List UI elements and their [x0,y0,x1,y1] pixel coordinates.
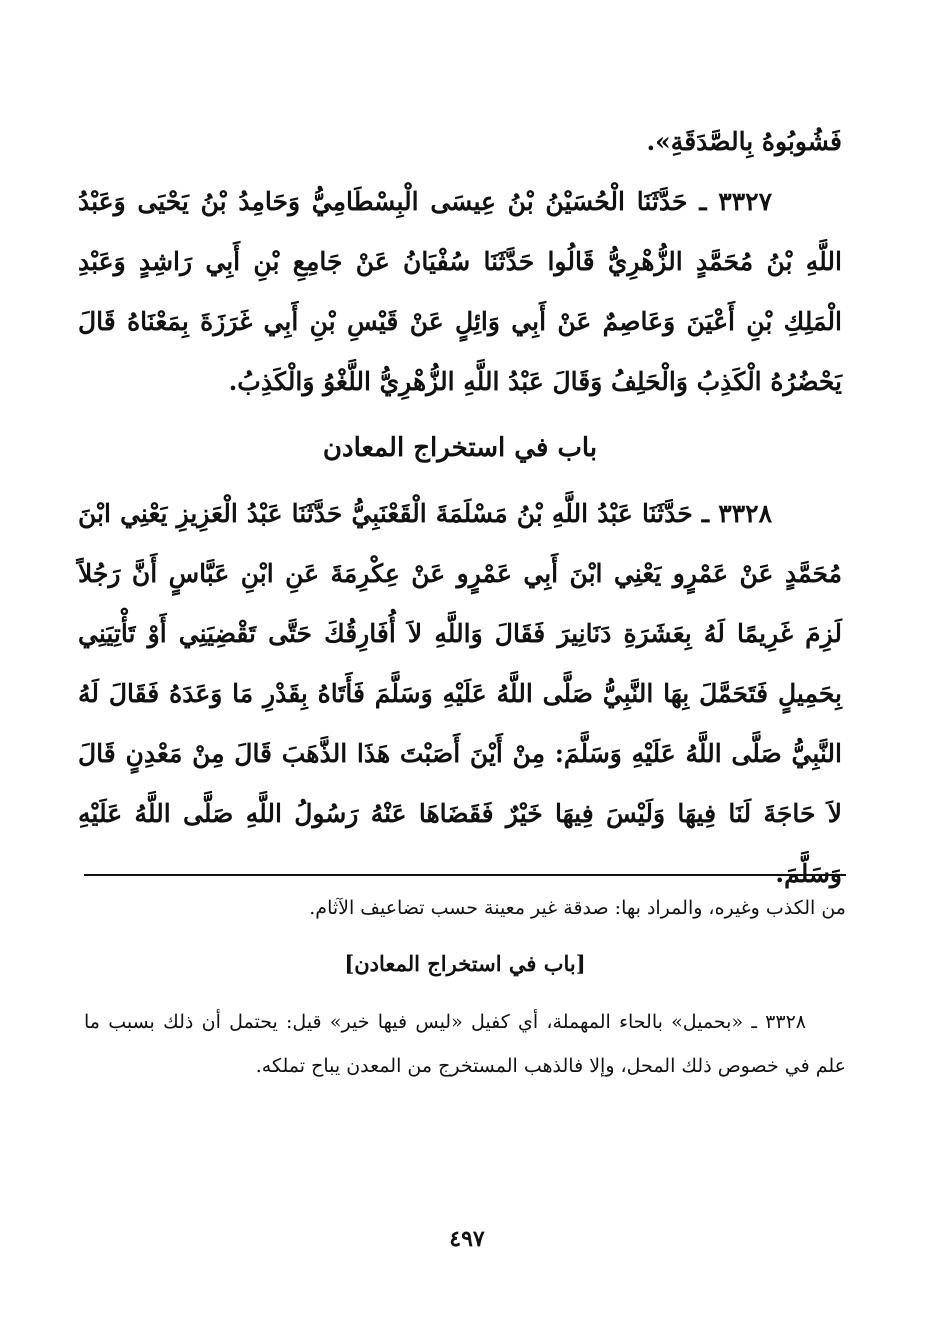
footnote-3328: ٣٣٢٨ ـ «بحميل» بالحاء المهملة، أي كفيل «ليس فيها خير» قيل: يحتمل أن ذلك بسبب ما علم في خصوص ذلك المحل، وإلا فالذهب المستخرج من المعدن يباح تملكه. [84,1011,846,1077]
chapter-title: باب في استخراج المعادن [322,433,598,463]
footnotes-block [84,886,846,1088]
hadith-3327: ٣٣٢٧ ـ حَدَّثَنَا الْحُسَيْنُ بْنُ عِيسَى الْبِسْطَامِيُّ وَحَامِدُ بْنُ يَحْيَى وَعَبْدُ اللَّهِ بْنُ مُحَمَّدٍ الزُّهْرِيُّ قَالُوا حَدَّثَنَا سُفْيَانُ عَنْ جَامِعِ بْنِ أَبِي رَاشِدٍ وَعَبْدِ الْمَلِكِ بْنِ أَعْيَنَ وَعَاصِمٌ عَنْ أَبِي وَائِلٍ عَنْ قَيْسِ بْنِ أَبِي غَرَزَةَ بِمَعْنَاهُ قَالَ يَحْضُرُهُ الْكَذِبُ وَالْحَلِفُ وَقَالَ عَبْدُ اللَّهِ الزُّهْرِيُّ اللَّغْوُ وَالْكَذِبُ. [78,187,842,396]
footnote-chapter-title: [باب في استخراج المعادن] [344,951,586,976]
hadith-3328: ٣٣٢٨ ـ حَدَّثَنَا عَبْدُ اللَّهِ بْنُ مَسْلَمَةَ الْقَعْنَبِيُّ حَدَّثَنَا عَبْدُ الْعَزِيزِ يَعْنِي ابْنَ مُحَمَّدٍ عَنْ عَمْرٍو يَعْنِي ابْنَ أَبِي عَمْرٍو عَنْ عِكْرِمَةَ عَنِ ابْنِ عَبَّاسٍ أَنَّ رَجُلاً لَزِمَ غَرِيمًا لَهُ بِعَشَرَةِ دَنَانِيرَ فَقَالَ وَاللَّهِ لاَ أُفَارِقُكَ حَتَّى تَقْضِيَنِي أَوْ تَأْتِيَنِي بِحَمِيلٍ فَتَحَمَّلَ بِهَا النَّبِيُّ صَلَّى اللَّهُ عَلَيْهِ وَسَلَّمَ فَأَتَاهُ بِقَدْرِ مَا وَعَدَهُ فَقَالَ لَهُ النَّبِيُّ صَلَّى اللَّهُ عَلَيْهِ وَسَلَّمَ: مِنْ أَيْنَ أَصَبْتَ هَذَا الذَّهَبَ قَالَ مِنْ مَعْدِنٍ قَالَ لاَ حَاجَةَ لَنَا فِيهَا وَلَيْسَ فِيهَا خَيْرٌ فَقَضَاهَا عَنْهُ رَسُولُ اللَّهِ صَلَّى اللَّهُ عَلَيْهِ وَسَلَّمَ. [78,499,842,888]
page-number: ٤٩٧ [449,1226,485,1252]
main-text-block [78,112,842,904]
footnote-line-1: من الكذب وغيره، والمراد بها: صدقة غير معينة حسب تضاعيف الآثام. [309,897,846,919]
footnote-divider [84,874,846,876]
continuation-text: فَشُوبُوهُ بِالصَّدَقَةِ». [646,127,842,156]
